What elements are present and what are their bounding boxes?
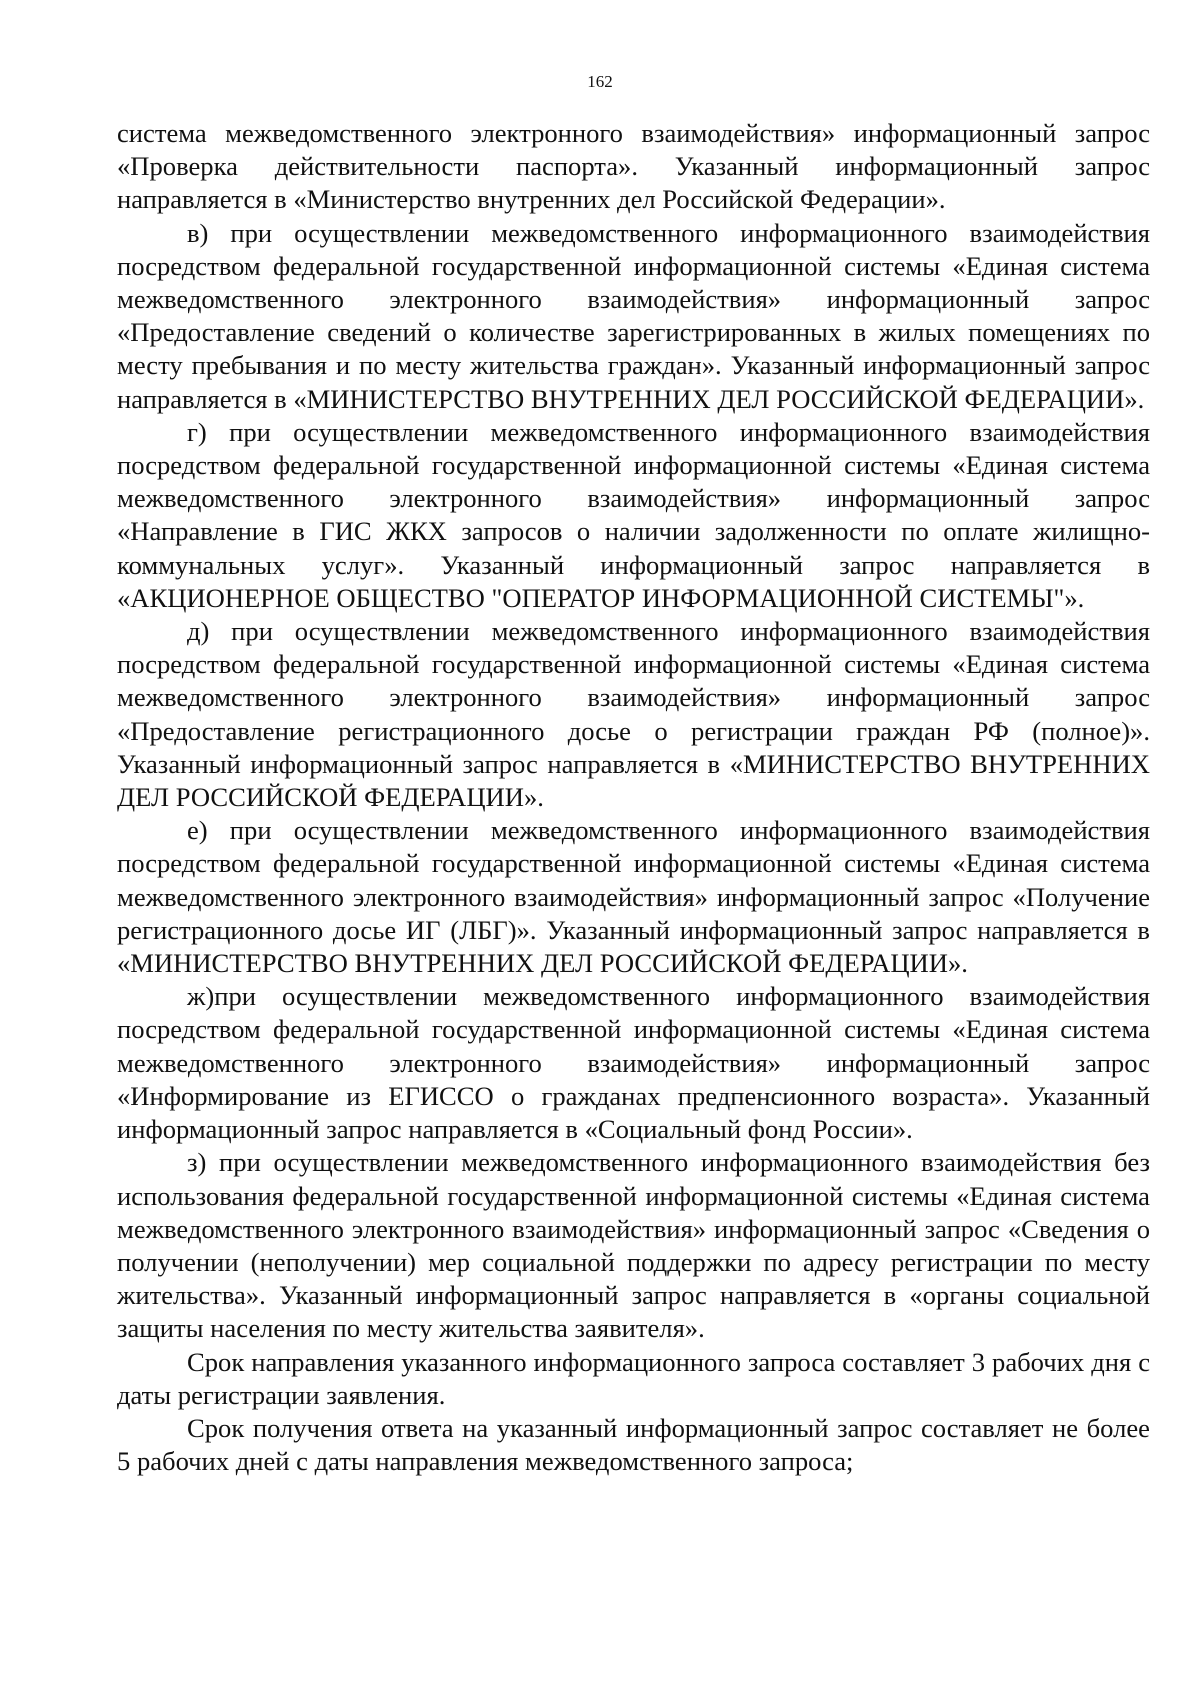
paragraph-item-e: е) при осуществлении межведомственного информационного взаимодействия посредством федеральной государственной информационной системы «Единая система межведомственного электронного взаимодействия» информационный запрос «Получение регистрационного досье ИГ (ЛБГ)». Указанный информационный запрос направляется в «МИНИСТЕРСТВО ВНУТРЕННИХ ДЕЛ РОССИЙСКОЙ ФЕДЕРАЦИИ».: [117, 815, 1150, 979]
paragraph-deadline-response: Срок получения ответа на указанный информационный запрос составляет не более 5 рабочих дней с даты направления межведомственного запроса;: [117, 1412, 1150, 1477]
paragraph-item-z: з) при осуществлении межведомственного информационного взаимодействия без использования федеральной государственной информационной системы «Единая система межведомственного электронного взаимодействия» информационный запрос «Сведения о получении (неполучении) мер социальной поддержки по адресу регистрации по месту жительства». Указанный информационный запрос направляется в «органы социальной защиты населения по месту жительства заявителя».: [117, 1147, 1150, 1344]
paragraph-continuation: система межведомственного электронного взаимодействия» информационный запрос «Проверка действительности паспорта». Указанный информационный запрос направляется в «Министерство внутренних дел Российской Федерации».: [117, 118, 1150, 215]
paragraph-deadline-sending: Срок направления указанного информационного запроса составляет 3 рабочих дня с даты регистрации заявления.: [117, 1346, 1150, 1410]
paragraph-item-v: в) при осуществлении межведомственного информационного взаимодействия посредством федеральной государственной информационной системы «Единая система межведомственного электронного взаимодействия» информационный запрос «Предоставление сведений о количестве зарегистрированных в жилых помещениях по месту пребывания и по месту жительства граждан». Указанный информационный запрос направляется в «МИНИСТЕРСТВО ВНУТРЕННИХ ДЕЛ РОССИЙСКОЙ ФЕДЕРАЦИИ».: [117, 217, 1150, 414]
paragraph-item-d: д) при осуществлении межведомственного информационного взаимодействия посредством федеральной государственной информационной системы «Единая система межведомственного электронного взаимодействия» информационный запрос «Предоставление регистрационного досье о регистрации граждан РФ (полное)». Указанный информационный запрос направляется в «МИНИСТЕРСТВО ВНУТРЕННИХ ДЕЛ РОССИЙСКОЙ ФЕДЕРАЦИИ».: [117, 616, 1150, 813]
document-body: [117, 117, 1150, 1478]
paragraph-item-g: г) при осуществлении межведомственного информационного взаимодействия посредством федеральной государственной информационной системы «Единая система межведомственного электронного взаимодействия» информационный запрос «Направление в ГИС ЖКХ запросов о наличии задолженности по оплате жилищно-коммунальных услуг». Указанный информационный запрос направляется в «АКЦИОНЕРНОЕ ОБЩЕСТВО "ОПЕРАТОР ИНФОРМАЦИОННОЙ СИСТЕМЫ"».: [117, 416, 1150, 613]
page-number: 162: [587, 72, 613, 91]
paragraph-item-zh: ж)при осуществлении межведомственного информационного взаимодействия посредством федеральной государственной информационной системы «Единая система межведомственного электронного взаимодействия» информационный запрос «Информирование из ЕГИССО о гражданах предпенсионного возраста». Указанный информационный запрос направляется в «Социальный фонд России».: [117, 981, 1150, 1145]
